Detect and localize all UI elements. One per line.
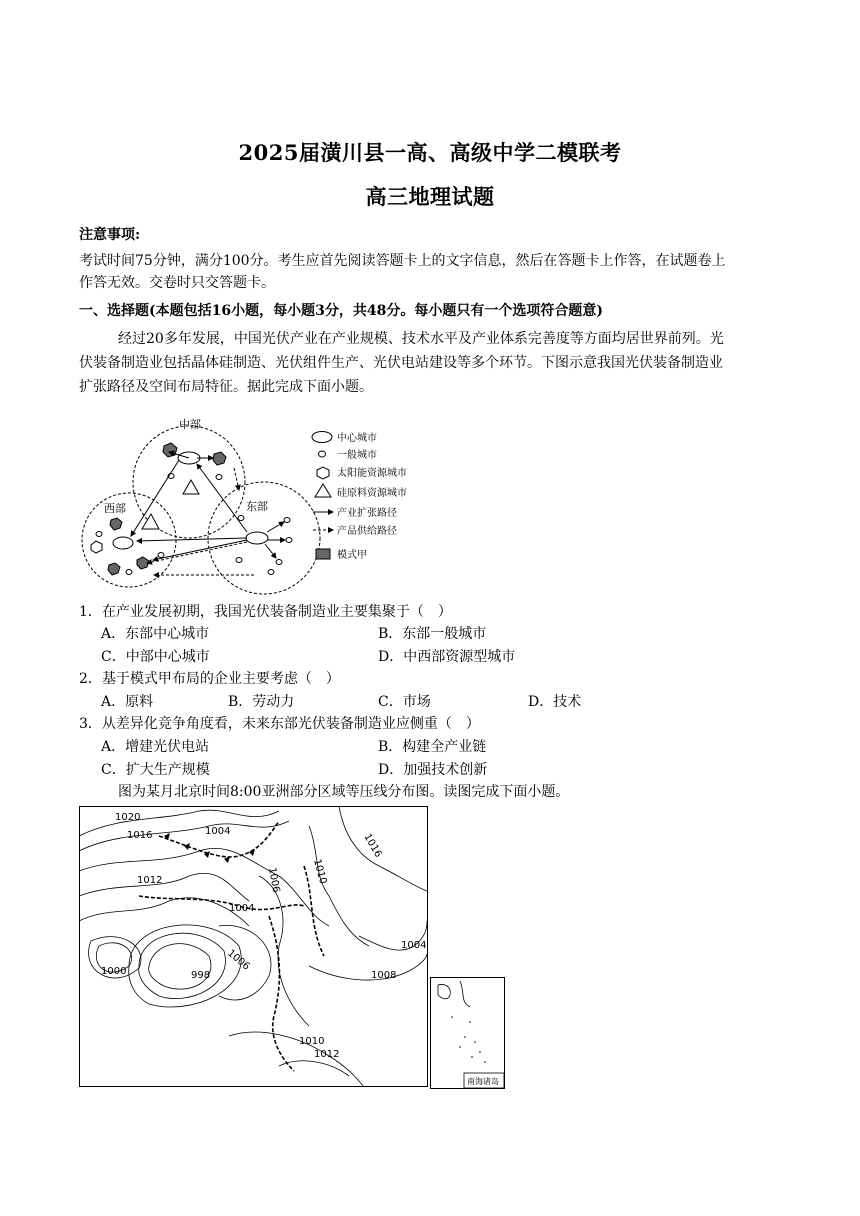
isobar-label: 1000 <box>101 966 127 977</box>
svg-text:中心城市: 中心城市 <box>337 433 377 444</box>
isobar-label: 1008 <box>371 970 397 981</box>
question-1-option-d[interactable]: D．中西部资源型城市 <box>378 649 516 665</box>
notice-label: 注意事项: <box>79 227 141 243</box>
diagram-legend <box>312 431 407 561</box>
question-3-option-b[interactable]: B．构建全产业链 <box>378 739 487 755</box>
svg-text:一般城市: 一般城市 <box>337 450 377 461</box>
question-2-option-b[interactable]: B．劳动力 <box>228 694 295 710</box>
question-2-option-c[interactable]: C．市场 <box>378 694 431 710</box>
isobar-label: 1006 <box>266 866 282 894</box>
question-2-option-d[interactable]: D．技术 <box>528 694 582 710</box>
question-1-stem: 1．在产业发展初期，我国光伏装备制造业主要集聚于（ ） <box>79 604 452 620</box>
isobar-label: 1004 <box>205 826 231 837</box>
question-2-stem: 2．基于模式甲布局的企业主要考虑（ ） <box>79 671 340 687</box>
question-1-option-b[interactable]: B．东部一般城市 <box>378 626 487 642</box>
isobar-label: 1010 <box>311 857 329 886</box>
isobar-map <box>79 806 429 1088</box>
east-center-city <box>246 532 268 544</box>
isobar-label: 1016 <box>127 830 153 841</box>
isobar-label: 1010 <box>299 1036 325 1047</box>
exam-subtitle: 高三地理试题 <box>365 184 495 209</box>
central-solar-city <box>163 443 177 457</box>
central-silicon-city <box>183 480 199 494</box>
question-1-option-a[interactable]: A．东部中心城市 <box>101 626 210 642</box>
central-solar-city-2 <box>213 452 226 465</box>
isobar-label: 1004 <box>401 940 427 951</box>
inset-label: 南海诸岛 <box>467 1077 499 1086</box>
question-3-option-a[interactable]: A．增建光伏电站 <box>101 739 210 755</box>
isobar-label: 1004 <box>229 903 255 914</box>
isobar-label: 1012 <box>314 1049 340 1060</box>
question-3-stem: 3．从差异化竞争角度看，未来东部光伏装备制造业应侧重（ ） <box>79 716 480 732</box>
section-heading: 一、选择题(本题包括16小题，每小题3分，共48分。每小题只有一个选项符合题意) <box>79 303 603 319</box>
passage2-line-1: 图为某月北京时间8:00亚洲部分区域等压线分布图。读图完成下面小题。 <box>118 784 570 800</box>
isobar-label: 1016 <box>361 832 384 860</box>
west-center-city <box>113 537 133 549</box>
east-label: 东部 <box>246 500 268 513</box>
isobar-label: 1006 <box>225 947 252 973</box>
svg-text:硅原料资源城市: 硅原料资源城市 <box>337 488 407 499</box>
notice-line-1: 考试时间75分钟，满分100分。考生应首先阅读答题卡上的文字信息，然后在答题卡上作答，在试题卷上 <box>79 253 726 269</box>
svg-text:产业扩张路径: 产业扩张路径 <box>337 508 397 519</box>
isobar-label: 1012 <box>137 875 163 886</box>
question-1-option-c[interactable]: C．中部中心城市 <box>101 649 210 665</box>
notice-line-2: 作答无效。交卷时只交答题卡。 <box>79 275 275 291</box>
passage1-line-1: 经过20多年发展，中国光伏产业在产业规模、技术水平及产业体系完善度等方面均居世界前列。光 <box>118 331 724 347</box>
question-3-option-c[interactable]: C．扩大生产规模 <box>101 762 210 778</box>
question-2-option-a[interactable]: A．原料 <box>101 694 154 710</box>
isobar-label: 1020 <box>115 812 141 823</box>
passage1-line-2: 伏装备制造业包括晶体硅制造、光伏组件生产、光伏电站建设等多个环节。下图示意我国光伏装备制造业 <box>79 355 723 371</box>
question-3-option-d[interactable]: D．加强技术创新 <box>378 762 488 778</box>
passage1-line-3: 扩张路径及空间布局特征。据此完成下面小题。 <box>79 379 373 395</box>
isobar-label: 998 <box>191 970 211 981</box>
south-china-sea-inset <box>430 977 506 1090</box>
pv-industry-diagram <box>79 410 439 595</box>
exam-title: 2025届潢川县一高、高级中学二模联考 <box>238 140 622 165</box>
svg-text:太阳能资源城市: 太阳能资源城市 <box>337 468 407 479</box>
west-label: 西部 <box>104 502 126 515</box>
svg-text:模式甲: 模式甲 <box>337 550 367 561</box>
central-label: 中部 <box>179 418 201 431</box>
svg-text:产品供给路径: 产品供给路径 <box>337 526 397 537</box>
